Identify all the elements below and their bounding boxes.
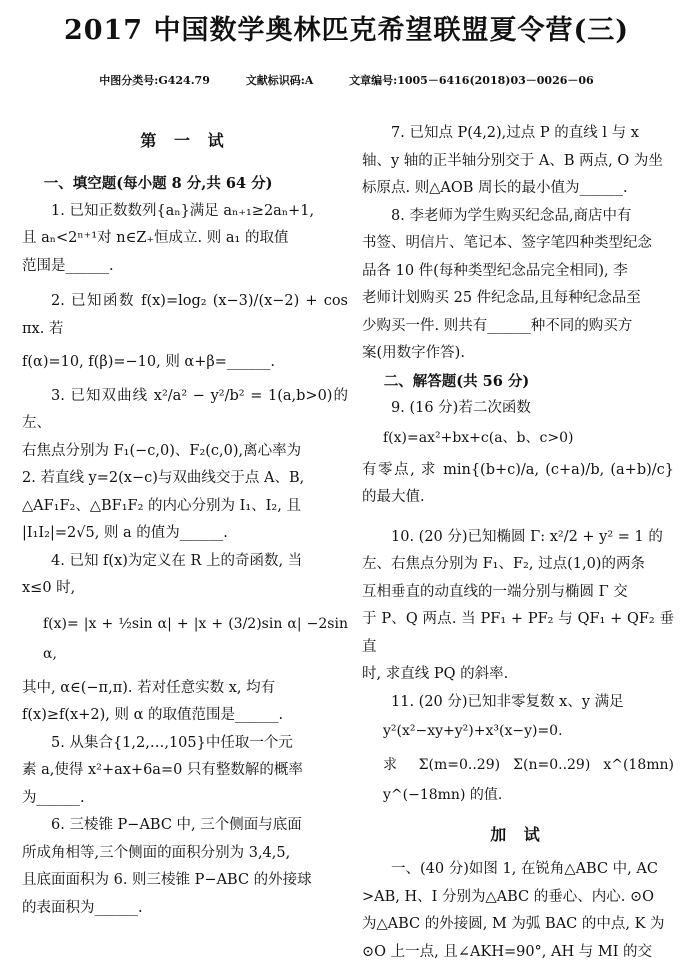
- question-4-line-2: x≤0 时,: [22, 575, 348, 603]
- extra-question-1-line-2: >AB, H、I 分别为△ABC 的垂心、内心. ⊙O: [362, 884, 674, 912]
- question-3-line-4: △AF₁F₂、△BF₁F₂ 的内心分别为 I₁、I₂, 且: [22, 493, 348, 521]
- article-number: 文章编号:1005－6416(2018)03－0026－06: [349, 74, 594, 87]
- question-10-line-5: 时, 求直线 PQ 的斜率.: [362, 661, 674, 689]
- question-3-line-2: 右焦点分别为 F₁(−c,0)、F₂(c,0),离心率为: [22, 438, 348, 466]
- extra-question-1-line-3: 为△ABC 的外接圆, M 为弧 BAC 的中点, K 为: [362, 911, 674, 939]
- question-2-line-2: f(α)=10, f(β)=−10, 则 α+β=______.: [22, 349, 348, 377]
- left-column: [22, 120, 348, 922]
- question-11-line-1: 11. (20 分)已知非零复数 x、y 满足: [362, 689, 674, 717]
- right-column: [362, 120, 674, 966]
- question-3-line-3: 2. 若直线 y=2(x−c)与双曲线交于点 A、B,: [22, 465, 348, 493]
- question-4-line-5: f(x)≥f(x+2), 则 α 的取值范围是______.: [22, 702, 348, 730]
- document-code: 文献标识码:A: [246, 74, 314, 87]
- question-8-line-6: 案(用数字作答).: [362, 340, 674, 368]
- question-3-line-5: |I₁I₂|=2√5, 则 a 的值为______.: [22, 520, 348, 548]
- question-4-line-1: 4. 已知 f(x)为定义在 R 上的奇函数, 当: [22, 548, 348, 576]
- question-6-line-4: 的表面积为______.: [22, 895, 348, 923]
- question-8-line-1: 8. 李老师为学生购买纪念品,商店中有: [362, 203, 674, 231]
- question-1-line-3: 范围是______.: [22, 253, 348, 281]
- clc-number: 中图分类号:G424.79: [99, 74, 210, 87]
- section-heading-extra-test: 加 试: [362, 820, 674, 850]
- question-6-line-3: 且底面面积为 6. 则三棱锥 P−ABC 的外接球: [22, 867, 348, 895]
- extra-question-1-line-4: ⊙O 上一点, 且∠AKH=90°, AH 与 MI 的交: [362, 939, 674, 966]
- question-8-line-4: 老师计划购买 25 件纪念品,且每种纪念品至: [362, 285, 674, 313]
- question-10-line-2: 左、右焦点分别为 F₁、F₂, 过点(1,0)的两条: [362, 551, 674, 579]
- question-5-line-2: 素 a,使得 x²+ax+6a=0 只有整数解的概率: [22, 757, 348, 785]
- question-7-line-3: 标原点. 则△AOB 周长的最小值为______.: [362, 175, 674, 203]
- question-10-line-1: 10. (20 分)已知椭圆 Γ: x²/2 + y² = 1 的: [362, 524, 674, 552]
- question-7-line-2: 轴、y 轴的正半轴分别交于 A、B 两点, O 为坐: [362, 148, 674, 176]
- question-7-line-1: 7. 已知点 P(4,2),过点 P 的直线 l 与 x: [362, 120, 674, 148]
- question-2-line-1: 2. 已知函数 f(x)=log₂ (x−3)/(x−2) + cos πx. 若: [22, 288, 348, 343]
- question-4-formula: f(x)= |x + ½sin α| + |x + (3/2)sin α| −2sin α,: [22, 609, 348, 669]
- paper-title: 2017 中国数学奥林匹克希望联盟夏令营(三): [0, 8, 693, 47]
- section-fill-in: 一、填空题(每小题 8 分,共 64 分): [22, 170, 348, 198]
- article-meta: [0, 72, 693, 88]
- question-6-line-1: 6. 三棱锥 P−ABC 中, 三个侧面与底面: [22, 812, 348, 840]
- question-10-line-3: 互相垂直的动直线的一端分别与椭圆 Γ 交: [362, 579, 674, 607]
- question-9-line-3: 有零点, 求 min{(b+c)/a, (c+a)/b, (a+b)/c}的最大值.: [362, 457, 674, 512]
- question-3-line-1: 3. 已知双曲线 x²/a² − y²/b² = 1(a,b>0)的左、: [22, 383, 348, 438]
- question-11-sum: 求 Σ(m=0..29) Σ(n=0..29) x^(18mn) y^(−18mn) 的值.: [362, 750, 674, 810]
- question-11-formula: y²(x²−xy+y²)+x³(x−y)=0.: [362, 716, 674, 746]
- question-9-formula: f(x)=ax²+bx+c(a、b、c>0): [362, 423, 674, 453]
- question-1-line-1: 1. 已知正数数列{aₙ}满足 aₙ₊₁≥2aₙ+1,: [22, 198, 348, 226]
- question-8-line-5: 少购买一件. 则共有______种不同的购买方: [362, 313, 674, 341]
- question-10-line-4: 于 P、Q 两点. 当 PF₁ + PF₂ 与 QF₁ + QF₂ 垂直: [362, 606, 674, 661]
- question-8-line-2: 书签、明信片、笔记本、签字笔四种类型纪念: [362, 230, 674, 258]
- question-6-line-2: 所成角相等,三个侧面的面积分别为 3,4,5,: [22, 840, 348, 868]
- extra-question-1-line-1: 一、(40 分)如图 1, 在锐角△ABC 中, AC: [362, 856, 674, 884]
- question-4-line-4: 其中, α∈(−π,π). 若对任意实数 x, 均有: [22, 675, 348, 703]
- question-9-line-1: 9. (16 分)若二次函数: [362, 395, 674, 423]
- question-8-line-3: 品各 10 件(每种类型纪念品完全相同), 李: [362, 258, 674, 286]
- section-solutions: 二、解答题(共 56 分): [362, 368, 674, 396]
- section-heading-first-test: 第 一 试: [22, 126, 348, 156]
- question-5-line-1: 5. 从集合{1,2,…,105}中任取一个元: [22, 730, 348, 758]
- question-5-line-3: 为______.: [22, 785, 348, 813]
- question-1-line-2: 且 aₙ<2ⁿ⁺¹对 n∈Z₊恒成立. 则 a₁ 的取值: [22, 225, 348, 253]
